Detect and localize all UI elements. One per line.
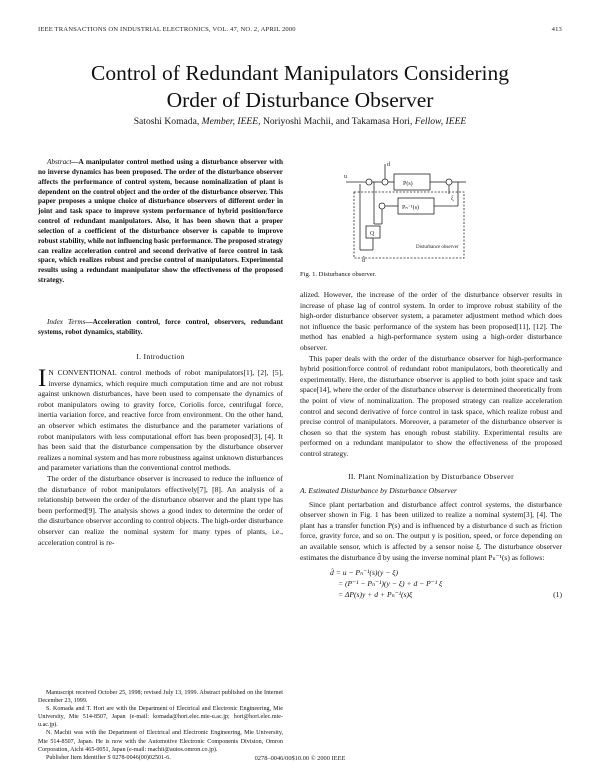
noise-label: ξ	[451, 196, 454, 202]
index-terms	[38, 318, 283, 338]
figure-caption: Fig. 1. Disturbance observer.	[300, 271, 377, 278]
author-2: Noriyoshi Machii, and Takamasa Hori,	[262, 116, 413, 127]
abstract-label: Abstract	[47, 158, 72, 166]
inverse-plant-label: Pₙ⁻¹(s)	[402, 205, 420, 211]
copyright-line: 0278–0046/00$10.00 © 2000 IEEE	[254, 755, 346, 762]
author-1: Satoshi Komada,	[133, 116, 200, 127]
plant-label: P(s)	[403, 181, 413, 187]
equation-1	[300, 567, 562, 605]
footnotes	[38, 689, 283, 762]
equation-line-1: d̂ = u − Pₙ⁻¹(s)(y − ξ)	[330, 568, 399, 578]
footnote-publisher-id: Publisher Item Identifier S 0278-0046(00)02501-6.	[46, 754, 171, 761]
index-terms-label: Index Terms	[47, 318, 86, 326]
q-filter-label: Q	[370, 231, 375, 237]
right-paragraph-1: alized. However, the increase of the order of the disturbance observer results in increase of phase lag of control system. In order to improve robust stability of the high-order disturbance observer system, a parameter adjustment method which does not influence the basic performance of the system has been proposed[11], [12]. The method has enabled a high-performance system using a high-order disturbance observer.	[300, 290, 562, 352]
ref-input-label: u	[344, 174, 347, 180]
disturbance-observer-diagram	[342, 158, 472, 266]
observer-block-label: Disturbance observer	[416, 245, 459, 250]
footnote-komada-hori: S. Komada and T. Hori are with the Department of Electrical and Electronic Engineering, Mie University, Mie 514-8507, Japan (e-mail: komada@hori.elec.mie-u.ac.jp; hori@hori.elec.mie-u.ac.jp).	[38, 706, 283, 729]
author-1-role: Member, IEEE,	[201, 116, 261, 127]
author-line	[0, 116, 600, 127]
left-column-body	[38, 365, 283, 548]
abstract	[38, 158, 283, 286]
section-heading-introduction: I. Introduction	[136, 352, 185, 361]
author-2-role: Fellow, IEEE	[414, 116, 467, 127]
paper-title	[0, 60, 600, 114]
abstract-text: —A manipulator control method using a disturbance observer with no inverse dynamics has been proposed. The order of the disturbance observer affects the performance of control system, because nominalization of plant is dependent on the control object and the order of the disturbance observer. This paper proposes a unique choice of disturbance observers of different order in joint and task space to improve system performance of hybrid position/force control of redundant manipulators. Also, it has been shown that a proper selection of a coefficient of the disturbance observer is capable to improve robust stability, while not influencing basic performance. The proposed strategy can realize acceleration control and second derivative of force control in task space, which realizes robust and precise control of manipulators. Experimental results using a redundant manipulator show the effectiveness of the proposed strategy.	[38, 158, 283, 285]
index-terms-text: —Acceleration control, force control, observers, redundant systems, robot dynamics, stability.	[38, 318, 283, 336]
right-column-body	[300, 290, 562, 605]
equation-number: (1)	[553, 590, 562, 600]
section-heading-plant-nominalization: II. Plant Nominalization by Disturbance Observer	[348, 471, 514, 481]
equation-line-3: = ΔP(s)y + d + Pₙ⁻¹(s)ξ	[338, 590, 413, 600]
right-paragraph-2: This paper deals with the order of the disturbance observer for high-performance hybrid position/force control of redundant robot manipulators, both theoretically and experimentally. Here, the disturbance observer is applied to both joint space and task space[14], where the order of the disturbance observer is determined theoretically from the point of view of nominalization. The proposed strategy can realize acceleration control and second derivative of force control in task space, which realize robust and precise control of manipulators. Moreover, a parameter of the disturbance observer is chosen so that the system has enough robust stability. Experimental results are performed on a redundant manipulator to show the effectiveness of the proposed control strategy.	[300, 353, 562, 458]
estimated-disturbance-label: d̂	[362, 258, 365, 264]
right-paragraph-3: Since plant pertarbation and disturbance affect control systems, the disturbance observer shown in Fig. 1 has been utilized to realize a nominal system[3], [4]. The plant has a transfer function P(s) and is influenced by a disturbance d such as friction force, gravity force, and so on. The output y is position, speed, or force depending on an available sensor, which is affected by a sensor noise ξ. The disturbance observer estimates the disturbance d̂ by using the inverse nominal plant Pₙ⁻¹(s) as follows:	[300, 499, 562, 562]
intro-paragraph-2: The order of the disturbance observer is increased to reduce the influence of the disturbance of robot manipulators effectively[7], [8]. An analysis of a relationship between the order of the disturbance observer and the plant type has been performed[9]. The analysis shows a good index to determine the order of the disturbance observer according to control objects. The high-order disturbance observer can realize the nominal system for many types of plants, i.e., acceleration control is re-	[38, 473, 283, 547]
title-line-2: Order of Disturbance Observer	[166, 88, 434, 112]
title-line-1: Control of Redundant Manipulators Considering	[90, 61, 509, 85]
footnote-received: Manuscript received October 25, 1998; revised July 13, 1999. Abstract published on the Internet December 23, 1999.	[38, 690, 283, 705]
subsection-heading-estimated-disturbance: A. Estimated Disturbance by Disturbance Observer	[300, 486, 457, 496]
running-header: IEEE TRANSACTIONS ON INDUSTRIAL ELECTRONICS, VOL. 47, NO. 2, APRIL 2000	[38, 26, 296, 33]
disturbance-label: d	[387, 162, 390, 168]
page-number: 413	[551, 26, 562, 33]
dropcap: I	[38, 365, 47, 392]
equation-line-2: = (P⁻¹ − Pₙ⁻¹)(y − ξ) + d − P⁻¹ ξ	[338, 579, 443, 589]
footnote-machii: N. Machii was with the Department of Electrical and Electronic Engineering, Mie University, Mie 514-8507, Japan. He is now with the Automotive Electronic Components Division, Omron Corporation, Aichi 465-0051, Japan (e-mail: machii@autos.omron.co.jp).	[38, 730, 283, 753]
intro-paragraph-1: I N CONVENTIONAL control methods of robot manipulators[1], [2], [5], inverse dynamics, which require much computation time and are not robust against unknown disturbances, have been used to compensate the dynamics of robot manipulators owing to gravity force, Coriolis force, centrifugal force, inertia variation force, and reactive force from environment. On the other hand, an observer which estimates the disturbance and the parameter variations of robot manipulators with less computational effort has been proposed[3], [4]. It has been said that the disturbance compensation by the disturbance observer realizes a nominal system and has more robustness against unknown disturbances and parameter variations than the conventional control methods.	[38, 365, 283, 473]
